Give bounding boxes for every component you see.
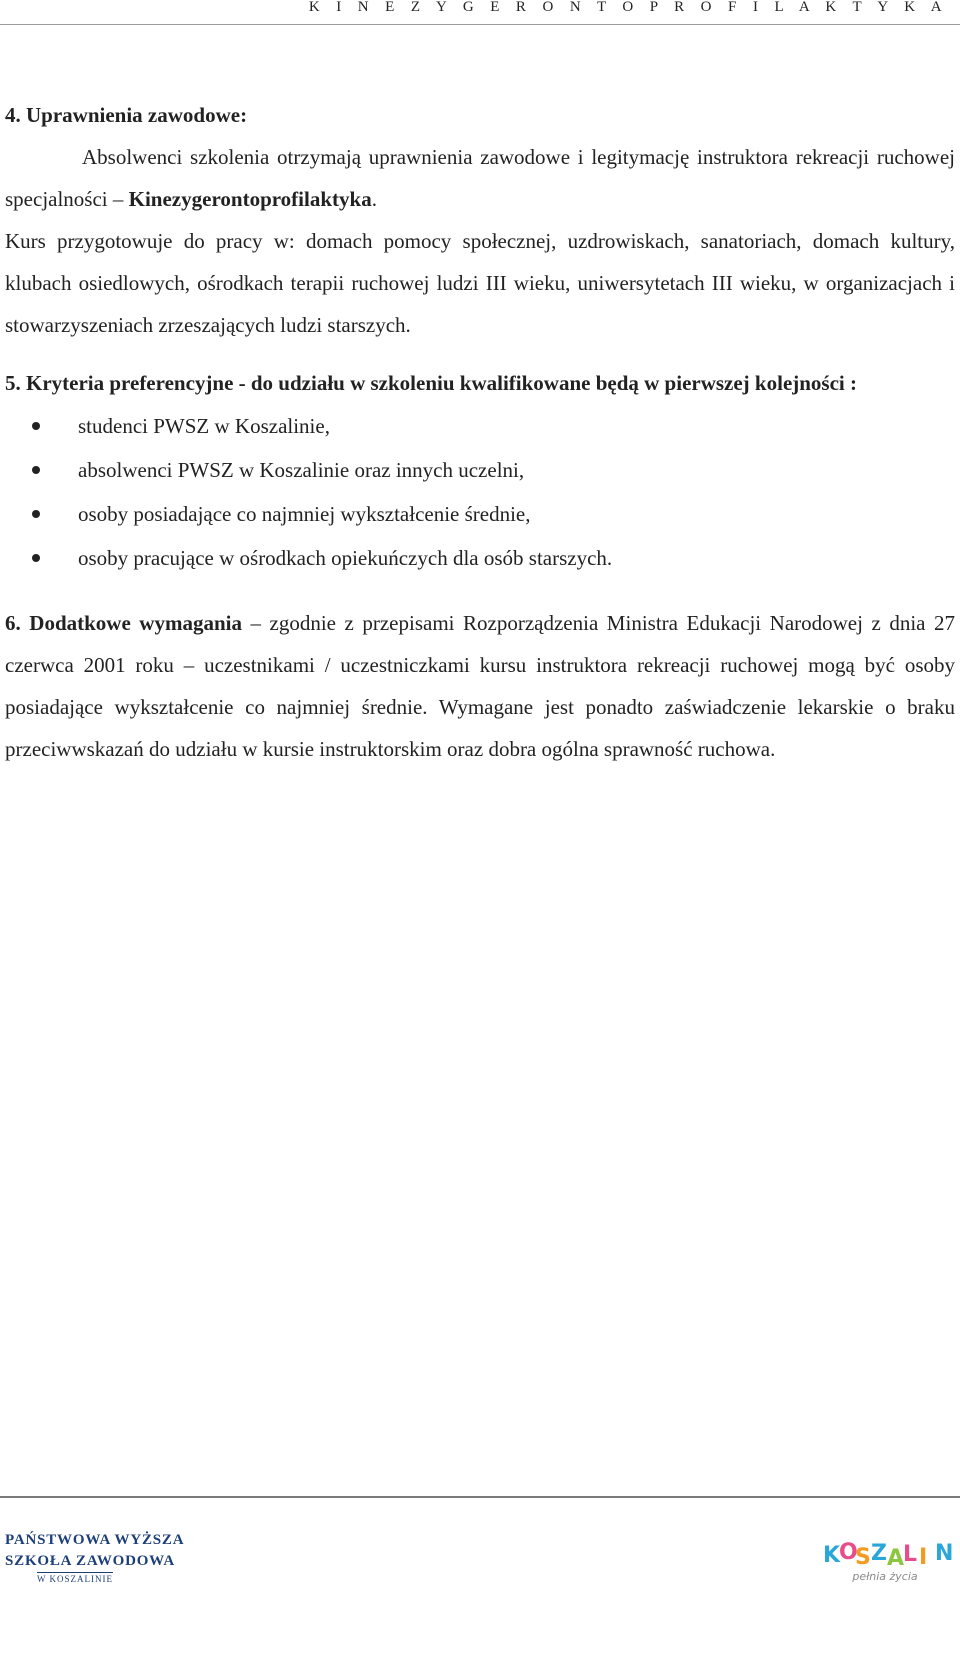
list-item [5, 448, 955, 492]
list-item-text: studenci PWSZ w Koszalinie, [78, 414, 330, 438]
spacer [5, 580, 955, 602]
section-6-paragraph [5, 602, 955, 770]
running-header-title: K I N E Z Y G E R O N T O P R O F I L A K T Y K A [308, 0, 948, 15]
pwsz-logo-line-3: W KOSZALINIE [36, 1574, 114, 1584]
footer-divider [0, 1496, 960, 1498]
list-item-text: absolwenci PWSZ w Koszalinie oraz innych uczelni, [78, 458, 525, 482]
koszalin-tagline: pełnia życia [852, 1570, 918, 1583]
section-6-heading: 6. Dodatkowe wymagania [5, 611, 242, 635]
koszalin-letters [823, 1540, 953, 1571]
criteria-list [5, 404, 955, 580]
list-item-text: osoby posiadające co najmniej wykształcenie średnie, [78, 502, 531, 526]
pwsz-logo-line-2: SZKOŁA ZAWODOWA [5, 1553, 175, 1569]
section-6-text: – zgodnie z przepisami Rozporządzenia Ministra Edukacji Narodowej z dnia 27 czerwca 2001 roku – uczestnikami / uczestniczkami kursu instruktora rekreacji ruchowej mogą być osoby posiadające wykształcenie co najmniej średnie. Wymagane jest ponadto zaświadczenie lekarskie o braku przeciwwskazań do udziału w kursie instruktorskim oraz dobra ogólna sprawność ruchowa. [5, 611, 955, 761]
list-item [5, 404, 955, 448]
specialty-name: Kinezygerontoprofilaktyka [128, 187, 372, 211]
section-4-paragraph-1-end: . [371, 187, 377, 211]
list-item [5, 492, 955, 536]
pwsz-logo-line-3-wrap [5, 1574, 145, 1584]
bullet-icon [32, 554, 40, 562]
koszalin-logo [815, 1518, 955, 1648]
list-item-text: osoby pracujące w ośrodkach opiekuńczych dla osób starszych. [78, 546, 613, 570]
bullet-icon [32, 510, 40, 518]
list-item [5, 536, 955, 580]
koszalin-letter: I [919, 1545, 928, 1570]
section-4-paragraph-2: Kurs przygotowuje do pracy w: domach pomocy społecznej, uzdrowiskach, sanatoriach, domach kultury, klubach osiedlowych, ośrodkach terapii ruchowej ludzi III wieku, uniwersytetach III wieku, w organizacjach i stowarzyszeniach zrzeszających ludzi starszych. [5, 229, 955, 337]
koszalin-letter: K [823, 1543, 841, 1568]
bullet-icon [32, 422, 40, 430]
koszalin-letter: A [887, 1546, 905, 1571]
koszalin-letter: N [935, 1541, 954, 1566]
koszalin-letter: S [855, 1545, 871, 1570]
section-5-heading: 5. Kryteria preferencyjne - do udziału w szkoleniu kwalifikowane będą w pierwszej kolejności : [5, 371, 858, 395]
section-4-paragraph-1-text: Absolwenci szkolenia otrzymają uprawnienia zawodowe i legitymację instruktora rekreacji ruchowej specjalności – [5, 145, 955, 211]
koszalin-logo-graphic [815, 1518, 955, 1648]
spacer [5, 346, 955, 368]
pwsz-logo [5, 1530, 185, 1650]
section-4-paragraph-1 [5, 136, 955, 220]
koszalin-letter: Z [871, 1541, 887, 1566]
pwsz-logo-line-1: PAŃSTWOWA WYŻSZA [5, 1532, 185, 1548]
koszalin-letter: O [839, 1540, 858, 1565]
header-divider [0, 24, 960, 25]
bullet-icon [32, 466, 40, 474]
document-body [5, 94, 955, 770]
koszalin-letter: L [903, 1542, 918, 1567]
section-4-heading: 4. Uprawnienia zawodowe: [5, 103, 248, 127]
